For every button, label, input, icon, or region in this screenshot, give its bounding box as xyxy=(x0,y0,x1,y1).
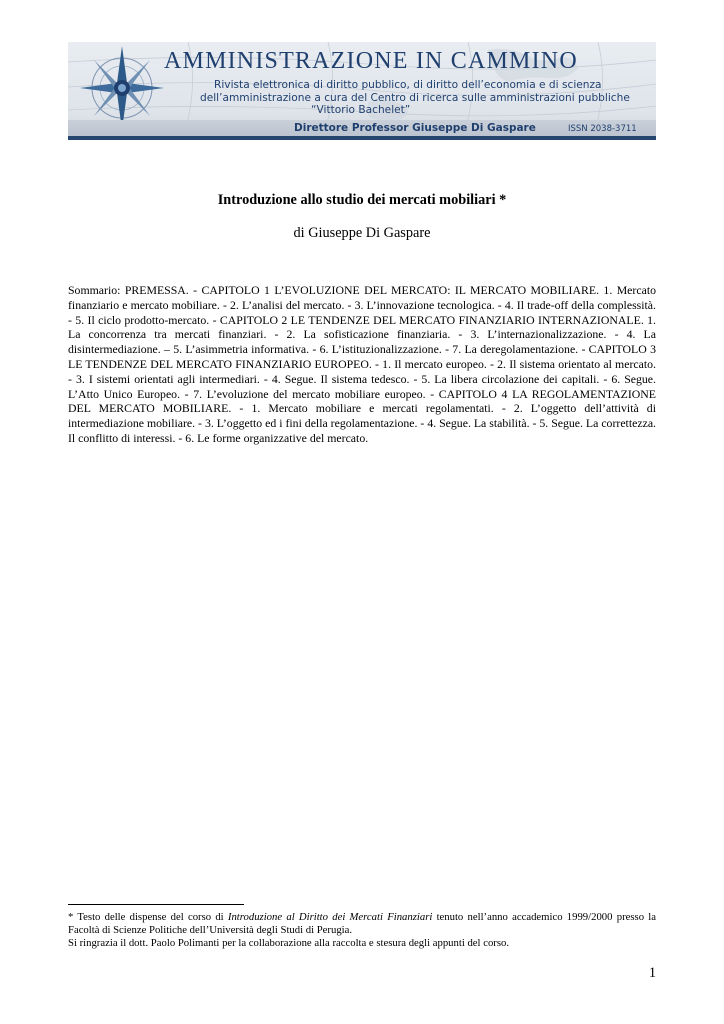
document-summary: Sommario: PREMESSA. - CAPITOLO 1 L’EVOLUZIONE DEL MERCATO: IL MERCATO MOBILIARE. 1. Mercato finanziario e mercato mobiliare. - 2. L’analisi del mercato. - 3. L’innovazione tecnologica. - 4. Il trade-off della complessità. - 5. Il ciclo prodotto-mercato. - CAPITOLO 2 LE TENDENZE DEL MERCATO FINANZIARIO INTERNAZIONALE. 1. La concorrenza tra mercati finanziari. - 2. La sofisticazione finanziaria. - 3. L’internazionalizzazione. - 4. La disintermediazione. – 5. L’asimmetria informativa. - 6. L’istituzionalizzazione. - 7. La deregolamentazione. - CAPITOLO 3 LE TENDENZE DEL MERCATO FINANZIARIO EUROPEO. - 1. Il mercato europeo. - 2. Il sistema orientato al mercato. - 3. I sistemi orientati agli intermediari. - 4. Segue. Il sistema tedesco. - 5. La libera circolazione dei capitali. - 6. Segue. L’Atto Unico Europeo. - 7. L’evoluzione del mercato mobiliare europeo. - CAPITOLO 4 LA REGOLAMENTAZIONE DEL MERCATO MOBILIARE. - 1. Mercato mobiliare e mercati regolamentati. - 2. L’oggetto dell’attività di intermediazione mobiliare. - 3. L’oggetto ed i fini della regolamentazione. - 4. Segue. La stabilità. - 5. Segue. La correttezza. Il conflitto di interessi. - 6. Le forme organizzative del mercato. xyxy=(68,283,656,445)
journal-issn: ISSN 2038-3711 xyxy=(568,124,637,134)
header-rule xyxy=(68,136,656,140)
page-number: 1 xyxy=(648,965,656,981)
footnote-text xyxy=(68,911,656,937)
journal-subtitle-line-3: “Vittorio Bachelet” xyxy=(311,104,411,116)
footnote-prefix: * Testo delle dispense del corso di xyxy=(68,911,228,923)
document-author: di Giuseppe Di Gaspare xyxy=(293,225,431,241)
document-title: Introduzione allo studio dei mercati mobiliari * xyxy=(217,192,507,208)
footnote xyxy=(68,911,656,950)
journal-director: Direttore Professor Giuseppe Di Gaspare xyxy=(294,122,536,134)
journal-title: AMMINISTRAZIONE IN CAMMINO xyxy=(164,48,578,74)
journal-subtitle-line-2: dell’amministrazione a cura del Centro di ricerca sulle amministrazioni pubbliche xyxy=(200,92,630,104)
footnote-separator xyxy=(68,904,244,905)
footnote-course-title: Introduzione al Diritto dei Mercati Finanziari xyxy=(227,911,433,923)
journal-header-banner xyxy=(68,42,656,140)
journal-subtitle-line-1: Rivista elettronica di diritto pubblico, di diritto dell’economia e di scienza xyxy=(214,79,602,91)
footnote-thanks: Si ringrazia il dott. Paolo Polimanti per la collaborazione alla raccolta e stesura degli appunti del corso. xyxy=(68,937,510,949)
footnote-suffix: tenuto nell’anno accademico 1999/2000 presso la Facoltà di Scienze Politiche dell’Università degli Studi di Perugia. xyxy=(68,911,656,936)
